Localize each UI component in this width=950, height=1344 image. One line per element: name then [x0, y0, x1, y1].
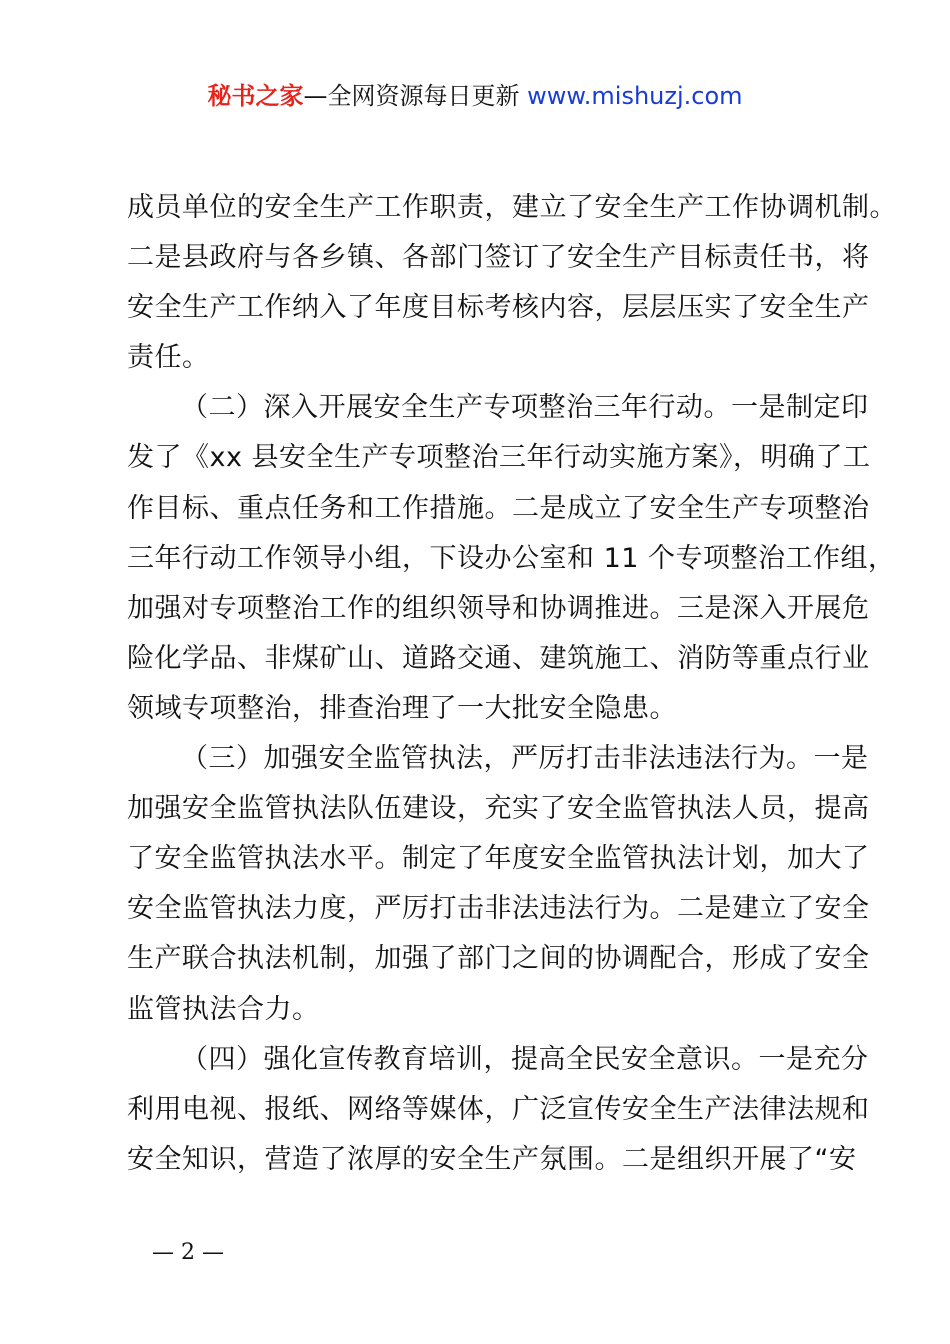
section-heading-line: （三）加强安全监管执法，严厉打击非法违法行为。一是 — [181, 743, 869, 775]
text-line: 加强对专项整治工作的组织领导和协调推进。三是深入开展危 — [127, 592, 870, 624]
section-heading-line: （二）深入开展安全生产专项整治三年行动。一是制定印 — [181, 392, 869, 424]
text-line: 加强安全监管执法队伍建设，充实了安全监管执法人员，提高 — [127, 793, 870, 825]
section-heading-line: （四）强化宣传教育培训，提高全民安全意识。一是充分 — [181, 1043, 869, 1075]
document-body — [127, 183, 897, 1185]
text-line: 监管执法合力。 — [127, 993, 320, 1025]
text-line: 责任。 — [127, 342, 210, 374]
text-line: 生产联合执法机制，加强了部门之间的协调配合，形成了安全 — [127, 943, 870, 975]
text-line: 三年行动工作领导小组，下设办公室和 11 个专项整治工作组， — [127, 542, 896, 574]
text-line: 险化学品、非煤矿山、道路交通、建筑施工、消防等重点行业 — [127, 642, 870, 674]
text-line: 安全监管执法力度，严厉打击非法违法行为。二是建立了安全 — [127, 893, 870, 925]
text-line: 领域专项整治，排查治理了一大批安全隐患。 — [127, 692, 677, 724]
text-line: 作目标、重点任务和工作措施。二是成立了安全生产专项整治 — [127, 492, 870, 524]
text-line: 成员单位的安全生产工作职责，建立了安全生产工作协调机制。 — [127, 192, 897, 223]
site-header — [0, 78, 950, 114]
header-tagline: —全网资源每日更新 — [303, 82, 528, 110]
text-line: 了安全监管执法水平。制定了年度安全监管执法计划，加大了 — [127, 843, 870, 875]
text-line: 发了《xx 县安全生产专项整治三年行动实施方案》，明确了工 — [127, 442, 871, 474]
text-line: 利用电视、报纸、网络等媒体，广泛宣传安全生产法律法规和 — [127, 1093, 870, 1125]
text-line: 安全生产工作纳入了年度目标考核内容，层层压实了安全生产 — [127, 292, 870, 324]
page-number: — 2 — — [152, 1240, 224, 1265]
text-line: 安全知识，营造了浓厚的安全生产氛围。二是组织开展了“安 — [127, 1143, 857, 1175]
header-brand: 秘书之家 — [207, 82, 304, 110]
header-url-link[interactable]: www.mishuzj.com — [527, 82, 743, 110]
text-line: 二是县政府与各乡镇、各部门签订了安全生产目标责任书，将 — [127, 242, 870, 274]
